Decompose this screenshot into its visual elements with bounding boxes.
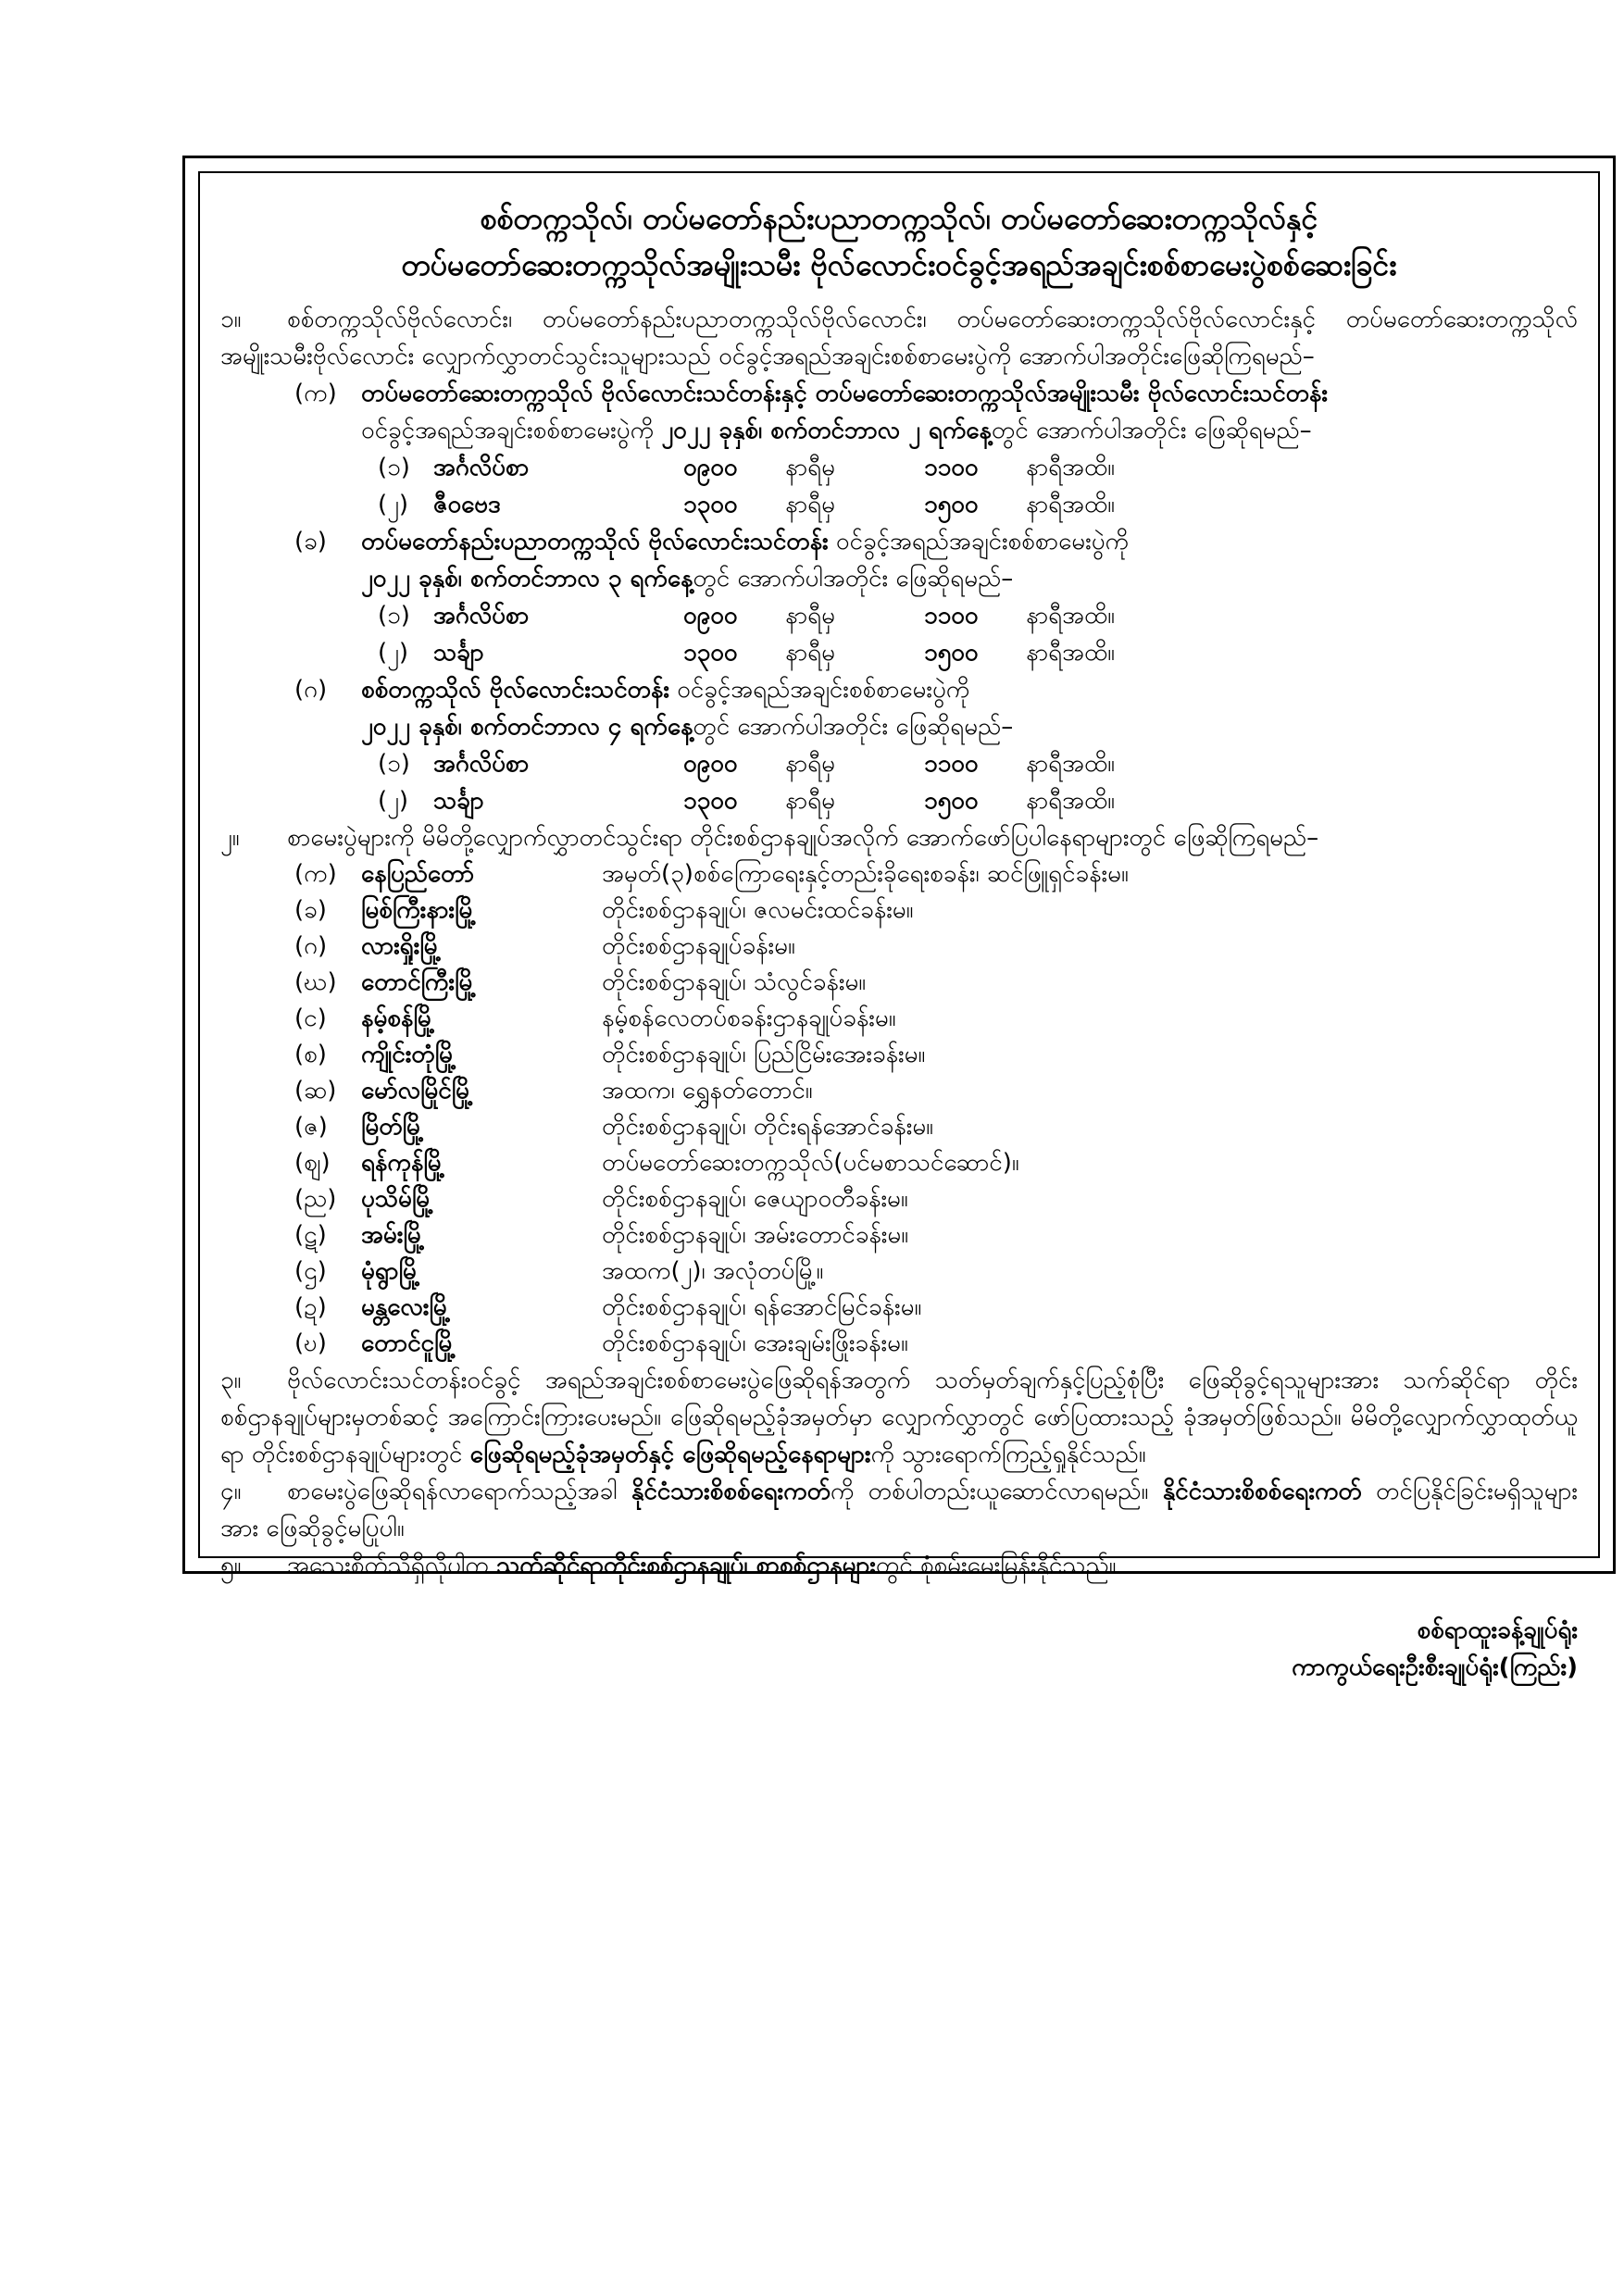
- schedule-to: နာရီအထိ။: [1026, 787, 1115, 815]
- section-1-number: ၁။: [220, 306, 242, 333]
- location-place: တိုင်းစစ်ဌာနချုပ်၊ ရန်အောင်မြင်ခန်းမ။: [602, 1293, 922, 1321]
- signature-block: [220, 1612, 1578, 1686]
- schedule-end: ၁၅၀၀: [924, 639, 979, 667]
- section-4-bold-2: နိုင်ငံသားစိစစ်ရေးကတ်: [1162, 1478, 1362, 1505]
- location-city: မြစ်ကြီးနားမြို့: [361, 896, 477, 924]
- schedule-to: နာရီအထိ။: [1026, 639, 1115, 667]
- location-place: တိုင်းစစ်ဌာနချုပ်၊ သံလွင်ခန်းမ။: [602, 968, 867, 996]
- location-city: အမ်းမြို့: [361, 1221, 425, 1249]
- location-city: တောင်ကြီးမြို့: [361, 968, 477, 996]
- schedule-row: [378, 745, 1578, 782]
- location-label: (ဈ): [294, 1149, 331, 1177]
- exam-location-row: [294, 1290, 1578, 1326]
- location-place: တိုင်းစစ်ဌာနချုပ်ခန်းမ။: [602, 932, 795, 960]
- exam-location-row: [294, 1217, 1578, 1254]
- section-1c-label: (ဂ): [294, 676, 328, 704]
- schedule-label: (၁): [378, 454, 410, 481]
- section-1b-date: ၂၀၂၂ ခုနှစ်၊ စက်တင်ဘာလ ၃ ရက်နေ့: [361, 565, 693, 593]
- schedule-end: ၁၅၀၀: [924, 491, 979, 518]
- exam-location-row: [294, 965, 1578, 1001]
- location-place: တိုင်းစစ်ဌာနချုပ်၊ ဇလမင်းထင်ခန်းမ။: [602, 896, 914, 924]
- exam-location-row: [294, 892, 1578, 929]
- schedule-row: [378, 486, 1578, 523]
- exam-location-row: [294, 1326, 1578, 1362]
- schedule-subject: ဇီဝဗေဒ: [433, 491, 501, 518]
- location-city: ကျိုင်းတုံမြို့: [361, 1041, 456, 1068]
- location-city: တောင်ငူမြို့: [361, 1329, 456, 1357]
- section-5-bold: သက်ဆိုင်ရာတိုင်းစစ်ဌာနချုပ်၊ စာစစ်ဌာနများ: [496, 1552, 876, 1579]
- section-1a-date: ၂၀၂၂ ခုနှစ်၊ စက်တင်ဘာလ ၂ ရက်နေ့: [661, 417, 992, 444]
- schedule-label: (၂): [378, 639, 409, 667]
- section-1c-detail: [361, 708, 1578, 745]
- schedule-row: [378, 782, 1578, 819]
- schedule-from: နာရီမှ: [785, 602, 835, 630]
- location-label: (ည): [294, 1185, 337, 1213]
- schedule-end: ၁၅၀၀: [924, 787, 979, 815]
- notice-outer-border: [182, 156, 1616, 1681]
- location-place: တိုင်းစစ်ဌာနချုပ်၊ ပြည်ငြိမ်းအေးခန်းမ။: [602, 1041, 926, 1068]
- section-1a: [294, 375, 1578, 412]
- schedule-start: ၁၃၀၀: [683, 639, 738, 667]
- schedule-to: နာရီအထိ။: [1026, 750, 1115, 778]
- section-1b: [294, 523, 1578, 560]
- section-1a-text: ဝင်ခွင့်အရည်အချင်းစစ်စာမေးပွဲကို: [361, 417, 655, 444]
- location-label: (ဆ): [294, 1077, 337, 1104]
- location-label: (ဃ): [294, 968, 337, 996]
- location-city: မန္တလေးမြို့: [361, 1293, 451, 1321]
- section-4: [220, 1473, 1578, 1547]
- section-1a-course: တပ်မတော်ဆေးတက္ကသိုလ် ဗိုလ်လောင်းသင်တန်းနှင့် တပ်မတော်ဆေးတက္ကသိုလ်အမျိုးသမီး ဗိုလ်လောင်းသင်တန်း: [361, 380, 1328, 407]
- section-1b-text-end: တွင် အောက်ပါအတိုင်း ဖြေဆိုရမည်–: [693, 565, 1014, 593]
- schedule-start: ၀၉၀၀: [683, 602, 738, 630]
- section-2: [220, 819, 1578, 856]
- schedule-from: နာရီမှ: [785, 491, 835, 518]
- schedule-end: ၁၁၀၀: [924, 454, 979, 481]
- section-1c-date: ၂၀၂၂ ခုနှစ်၊ စက်တင်ဘာလ ၄ ရက်နေ့: [361, 713, 693, 741]
- location-label: (ဎ): [294, 1329, 327, 1357]
- section-5-text: အသေးစိတ်သိရှိလိုပါက: [287, 1552, 489, 1579]
- schedule-to: နာရီအထိ။: [1026, 454, 1115, 481]
- exam-location-row: [294, 1109, 1578, 1145]
- schedule-end: ၁၁၀၀: [924, 602, 979, 630]
- schedule-row: [378, 597, 1578, 634]
- location-place: အထက၊ ရွှေနတ်တောင်။: [602, 1077, 813, 1104]
- section-4-text-2: ကို တစ်ပါတည်းယူဆောင်လာရမည်။: [830, 1478, 1149, 1505]
- schedule-label: (၂): [378, 491, 409, 518]
- exam-location-row: [294, 1073, 1578, 1109]
- location-label: (ခ): [294, 896, 327, 924]
- schedule-subject: သင်္ချာ: [433, 787, 484, 815]
- section-5-text-end: တွင် စုံစမ်းမေးမြန်းနိုင်သည်။: [875, 1552, 1117, 1579]
- location-label: (ဇ): [294, 1113, 328, 1141]
- schedule-to: နာရီအထိ။: [1026, 602, 1115, 630]
- location-city: ရန်ကုန်မြို့: [361, 1149, 445, 1177]
- section-1b-detail: [361, 560, 1578, 597]
- location-label: (ဍ): [294, 1293, 327, 1321]
- section-4-text: စာမေးပွဲဖြေဆိုရန်လာရောက်သည့်အခါ: [287, 1478, 618, 1505]
- section-3-text: ဗိုလ်လောင်းသင်တန်းဝင်ခွင့် အရည်အချင်းစစ်စာမေးပွဲဖြေဆိုရန်အတွက် သတ်မှတ်ချက်နှင့်ပြည့်စုံပြီး ဖြေဆိုခွင့်ရသူများအား သက်ဆိုင်ရာ တိုင်းစစ်ဌာနချုပ်များမှတစ်ဆင့် အကြောင်းကြားပေးမည်။ ဖြေဆိုရမည့်ခုံအမှတ်မှာ လျှောက်လွှာတွင် ဖော်ပြထားသည့် ခုံအမှတ်ဖြစ်သည်။ မိမိတို့လျှောက်လွှာထုတ်ယူရာ တိုင်းစစ်ဌာနချုပ်များတွင်: [220, 1366, 1578, 1468]
- section-4-number: ၄။: [220, 1478, 242, 1505]
- section-5: [220, 1547, 1578, 1584]
- section-3-text-end: ကို သွားရောက်ကြည့်ရှုနိုင်သည်။: [870, 1441, 1146, 1468]
- schedule-from: နာရီမှ: [785, 639, 835, 667]
- location-city: မော်လမြိုင်မြို့: [361, 1077, 473, 1104]
- section-5-number: ၅။: [220, 1552, 242, 1579]
- location-place: နမ့်စန်လေတပ်စခန်းဌာနချုပ်ခန်းမ။: [602, 1004, 896, 1032]
- section-3-bold: ဖြေဆိုရမည့်ခုံအမှတ်နှင့် ဖြေဆိုရမည့်နေရာများ: [469, 1441, 871, 1468]
- location-city: မုံရွာမြို့: [361, 1257, 420, 1285]
- exam-location-row: [294, 929, 1578, 965]
- title-line-1: စစ်တက္ကသိုလ်၊ တပ်မတော်နည်းပညာတက္ကသိုလ်၊ တပ်မတော်ဆေးတက္ကသိုလ်နှင့်: [480, 201, 1318, 236]
- exam-location-row: [294, 856, 1578, 892]
- section-2-number: ၂။: [220, 824, 240, 852]
- section-1b-text: ဝင်ခွင့်အရည်အချင်းစစ်စာမေးပွဲကို: [835, 528, 1129, 555]
- location-label: (စ): [294, 1041, 327, 1068]
- schedule-subject: အင်္ဂလိပ်စာ: [433, 602, 530, 630]
- location-label: (က): [294, 860, 337, 888]
- location-label: (င): [294, 1004, 327, 1032]
- section-1-text: စစ်တက္ကသိုလ်ဗိုလ်လောင်း၊ တပ်မတော်နည်းပညာတက္ကသိုလ်ဗိုလ်လောင်း၊ တပ်မတော်ဆေးတက္ကသိုလ်ဗိုလ်လောင်းနှင့် တပ်မတော်ဆေးတက္ကသိုလ်အမျိုးသမီးဗိုလ်လောင်း လျှောက်လွှာတင်သွင်းသူများသည် ဝင်ခွင့်အရည်အချင်းစစ်စာမေးပွဲကို အောက်ပါအတိုင်းဖြေဆိုကြရမည်–: [220, 306, 1578, 370]
- location-place: အထက(၂)၊ အလုံတပ်မြို့။: [602, 1257, 824, 1285]
- signature-line-1: စစ်ရာထူးခန့်ချုပ်ရုံး: [1417, 1616, 1578, 1644]
- exam-location-row: [294, 1037, 1578, 1073]
- schedule-from: နာရီမှ: [785, 750, 835, 778]
- location-place: တိုင်းစစ်ဌာနချုပ်၊ တိုင်းရန်အောင်ခန်းမ။: [602, 1113, 934, 1141]
- section-1c-course: စစ်တက္ကသိုလ် ဗိုလ်လောင်းသင်တန်း: [361, 676, 669, 704]
- location-city: နမ့်စန်မြို့: [361, 1004, 435, 1032]
- section-4-text-3: တင်ပြနိုင်ခြင်းမရှိသူများအား ဖြေဆိုခွင့်မပြုပါ။: [220, 1478, 1578, 1542]
- section-1c-text: ဝင်ခွင့်အရည်အချင်းစစ်စာမေးပွဲကို: [677, 676, 970, 704]
- location-place: တပ်မတော်ဆေးတက္ကသိုလ်(ပင်မစာသင်ဆောင်)။: [602, 1149, 1019, 1177]
- schedule-start: ၁၃၀၀: [683, 491, 738, 518]
- location-place: တိုင်းစစ်ဌာနချုပ်၊ ဇေယျာဝတီခန်းမ။: [602, 1185, 908, 1213]
- section-1b-course: တပ်မတော်နည်းပညာတက္ကသိုလ် ဗိုလ်လောင်းသင်တန်း: [361, 528, 829, 555]
- location-label: (ဋ): [294, 1221, 327, 1249]
- schedule-subject: အင်္ဂလိပ်စာ: [433, 750, 530, 778]
- schedule-start: ၀၉၀၀: [683, 454, 738, 481]
- section-1c-text-end: တွင် အောက်ပါအတိုင်း ဖြေဆိုရမည်–: [693, 713, 1014, 741]
- schedule-from: နာရီမှ: [785, 787, 835, 815]
- location-city: လားရှိုးမြို့: [361, 932, 442, 960]
- schedule-subject: သင်္ချာ: [433, 639, 484, 667]
- location-city: ပုသိမ်မြို့: [361, 1185, 434, 1213]
- location-city: မြိတ်မြို့: [361, 1113, 424, 1141]
- schedule-label: (၂): [378, 787, 409, 815]
- schedule-end: ၁၁၀၀: [924, 750, 979, 778]
- location-place: တိုင်းစစ်ဌာနချုပ်၊ အေးချမ်းဖြိုးခန်းမ။: [602, 1329, 908, 1357]
- schedule-subject: အင်္ဂလိပ်စာ: [433, 454, 530, 481]
- section-2-text: စာမေးပွဲများကို မိမိတို့လျှောက်လွှာတင်သွင်းရာ တိုင်းစစ်ဌာနချုပ်အလိုက် အောက်ဖော်ပြပါနေရာများတွင် ဖြေဆိုကြရမည်–: [287, 824, 1319, 852]
- exam-location-row: [294, 1145, 1578, 1181]
- schedule-label: (၁): [378, 750, 410, 778]
- notice-title: [220, 195, 1578, 288]
- exam-location-row: [294, 1254, 1578, 1290]
- title-line-2: တပ်မတော်ဆေးတက္ကသိုလ်အမျိုးသမီး ဗိုလ်လောင်းဝင်ခွင့်အရည်အချင်းစစ်စာမေးပွဲစစ်ဆေးခြင်း: [401, 247, 1397, 282]
- schedule-start: ၀၉၀၀: [683, 750, 738, 778]
- signature-line-2: ကာကွယ်ရေးဦးစီးချုပ်ရုံး(ကြည်း): [1292, 1653, 1578, 1681]
- location-place: တိုင်းစစ်ဌာနချုပ်၊ အမ်းတောင်ခန်းမ။: [602, 1221, 909, 1249]
- exam-location-row: [294, 1001, 1578, 1037]
- schedule-start: ၁၃၀၀: [683, 787, 738, 815]
- schedule-to: နာရီအထိ။: [1026, 491, 1115, 518]
- section-1b-label: (ခ): [294, 528, 327, 555]
- section-3: [220, 1362, 1578, 1473]
- location-city: နေပြည်တော်: [361, 860, 475, 888]
- section-3-number: ၃။: [220, 1366, 242, 1394]
- section-1a-text-end: တွင် အောက်ပါအတိုင်း ဖြေဆိုရမည်–: [991, 417, 1312, 444]
- section-1c: [294, 671, 1578, 708]
- section-1a-detail: [361, 412, 1578, 449]
- location-label: (ဌ): [294, 1257, 327, 1285]
- section-1: [220, 301, 1578, 375]
- location-place: အမှတ်(၃)စစ်ကြောရေးနှင့်တည်းခိုရေးစခန်း၊ ဆင်ဖြူရှင်ခန်းမ။: [602, 860, 1129, 888]
- section-4-bold-1: နိုင်ငံသားစိစစ်ရေးကတ်: [631, 1478, 831, 1505]
- exam-location-row: [294, 1181, 1578, 1217]
- schedule-row: [378, 634, 1578, 671]
- exam-location-list: [220, 856, 1578, 1362]
- section-1a-label: (က): [294, 380, 337, 407]
- schedule-row: [378, 449, 1578, 486]
- schedule-from: နာရီမှ: [785, 454, 835, 481]
- schedule-label: (၁): [378, 602, 410, 630]
- notice-inner-border: [198, 171, 1600, 1681]
- location-label: (ဂ): [294, 932, 328, 960]
